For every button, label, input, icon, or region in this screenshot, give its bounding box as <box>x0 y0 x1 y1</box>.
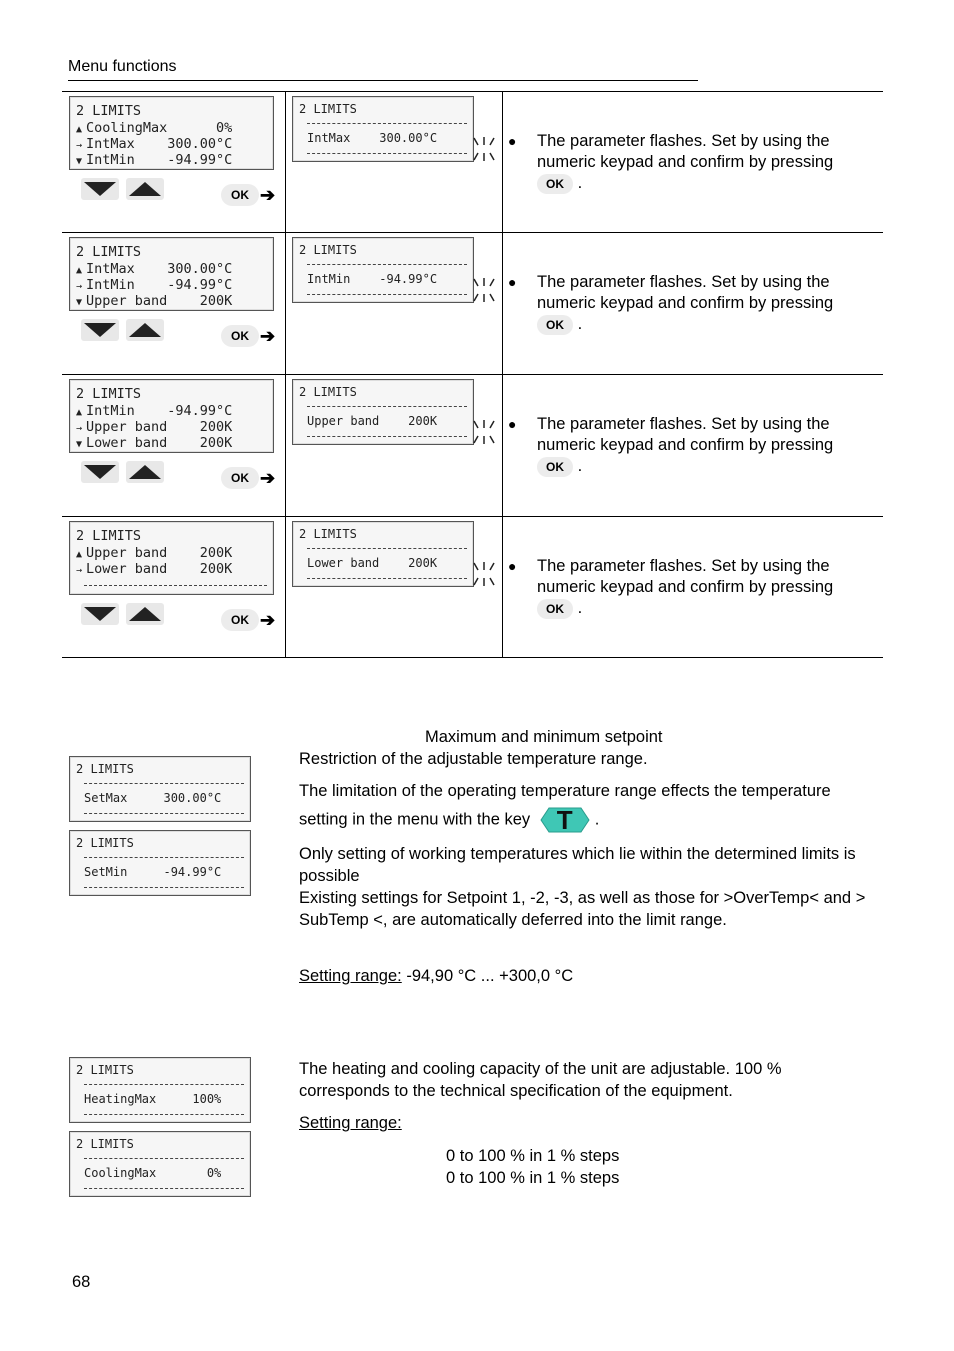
menu-marker: → <box>76 140 83 151</box>
lcd-value-line: HeatingMax 100% <box>84 1092 222 1106</box>
lcd-dash <box>307 153 467 154</box>
lcd-menu-line <box>76 293 269 311</box>
section-text: Only setting of working temperatures which lie within the determined limits is possible <box>299 845 856 885</box>
lcd-value-line: Upper band 200K <box>307 414 438 428</box>
lcd-menu-display <box>69 96 274 170</box>
flashing-icon <box>472 561 496 587</box>
lcd-setmax <box>69 756 251 822</box>
bullet-icon: ● <box>508 558 517 574</box>
lcd-dash <box>84 1084 244 1085</box>
lcd-menu-text: 2 LIMITS <box>76 244 142 260</box>
instruction-sentence: The parameter flashes. Set by using the numeric keypad and confirm by pressing <box>537 273 834 312</box>
lcd-title: 2 LIMITS <box>299 385 357 399</box>
bullet-icon: ● <box>508 416 517 432</box>
table-row-rule <box>62 516 883 517</box>
lcd-value-line: Lower band 200K <box>307 556 438 570</box>
menu-marker: ▲ <box>76 265 83 276</box>
menu-marker: ▼ <box>76 439 83 450</box>
lcd-title: 2 LIMITS <box>299 527 357 541</box>
setting-range-label: Setting range: <box>299 1114 402 1132</box>
up-button[interactable] <box>126 319 164 341</box>
triangle-up-icon <box>126 319 164 341</box>
lcd-menu-text: 2 LIMITS <box>76 103 142 119</box>
lcd-heatingmax <box>69 1057 251 1123</box>
triangle-down-icon <box>81 603 119 625</box>
section-text: The heating and cooling capacity of the unit are adjustable. 100 % corresponds to the technical specification of the equipment. <box>299 1060 782 1100</box>
arrow-right-icon: ➔ <box>260 468 276 488</box>
section-text: Restriction of the adjustable temperature range. <box>299 750 648 768</box>
table-col-rule <box>285 91 286 658</box>
lcd-menu-text: 2 LIMITS <box>76 386 142 402</box>
triangle-down-icon <box>81 319 119 341</box>
lcd-dash <box>84 1158 244 1159</box>
section-text: setting in the menu with the key <box>299 810 531 829</box>
lcd-menu-line <box>76 152 269 170</box>
instruction-text: The parameter flashes. Set by using the numeric keypad and confirm by pressing OK . <box>537 132 834 192</box>
lcd-menu-line <box>76 528 269 544</box>
lcd-title: 2 LIMITS <box>76 762 134 776</box>
lcd-coolingmax <box>69 1131 251 1197</box>
ok-button[interactable]: OK <box>221 325 259 347</box>
menu-marker: ▼ <box>76 297 83 308</box>
temperature-key-icon <box>535 806 595 834</box>
setting-range-value: 0 to 100 % in 1 % steps <box>446 1169 620 1187</box>
lcd-parameter-display <box>292 96 474 162</box>
lcd-menu-text: IntMin -94.99°C <box>86 152 233 168</box>
table-row-rule <box>62 232 883 233</box>
lcd-menu-text: Lower band 200K <box>86 435 233 451</box>
bullet-icon: ● <box>508 274 517 290</box>
lcd-dash <box>84 783 244 784</box>
lcd-parameter-display <box>292 237 474 303</box>
header-rule <box>68 80 698 81</box>
lcd-dash <box>307 578 467 579</box>
lcd-parameter-display <box>292 379 474 445</box>
instruction-sentence: The parameter flashes. Set by using the numeric keypad and confirm by pressing <box>537 132 834 171</box>
table-row-rule <box>62 374 883 375</box>
lcd-value-line: CoolingMax 0% <box>84 1166 222 1180</box>
flashing-icon <box>472 277 496 303</box>
page-number: 68 <box>72 1273 91 1291</box>
lcd-menu-text: Upper band 200K <box>86 419 233 435</box>
lcd-menu-line <box>76 244 269 260</box>
lcd-dash <box>307 436 467 437</box>
setting-range <box>299 965 573 987</box>
instruction-text: The parameter flashes. Set by using the numeric keypad and confirm by pressing OK . <box>537 557 834 617</box>
down-button[interactable] <box>81 319 119 341</box>
lcd-menu-text: IntMin -94.99°C <box>86 403 233 419</box>
menu-marker: ▲ <box>76 549 83 560</box>
ok-key-icon: OK <box>537 599 573 619</box>
lcd-dash <box>84 585 267 586</box>
table-bottom-rule <box>62 657 883 658</box>
table-top-rule <box>62 91 883 92</box>
lcd-dash <box>307 294 467 295</box>
setting-range-value: -94,90 °C ... +300,0 °C <box>401 967 574 985</box>
bullet-icon: ● <box>508 133 517 149</box>
lcd-dash <box>84 1114 244 1115</box>
lcd-title: 2 LIMITS <box>76 836 134 850</box>
section-text: Existing settings for Setpoint 1, -2, -3, as well as those for >OverTemp< and > SubTemp <, are automatically deferred into the limit range. <box>299 889 866 929</box>
lcd-menu-display <box>69 237 274 311</box>
lcd-dash <box>307 264 467 265</box>
lcd-title: 2 LIMITS <box>76 1137 134 1151</box>
lcd-dash <box>84 857 244 858</box>
arrow-right-icon: ➔ <box>260 610 276 630</box>
ok-button[interactable]: OK <box>221 184 259 206</box>
lcd-menu-text: 2 LIMITS <box>76 528 142 544</box>
menu-marker: ▼ <box>76 156 83 167</box>
lcd-value-line: SetMin -94.99°C <box>84 865 222 879</box>
section-text-with-key: setting in the menu with the key T . <box>299 805 600 835</box>
up-button[interactable] <box>126 461 164 483</box>
lcd-dash <box>307 406 467 407</box>
ok-button[interactable]: OK <box>221 609 259 631</box>
lcd-menu-text: IntMin -94.99°C <box>86 277 233 293</box>
lcd-parameter-display <box>292 521 474 587</box>
lcd-dash <box>307 123 467 124</box>
lcd-menu-text: Upper band 200K <box>86 293 233 309</box>
down-button[interactable] <box>81 178 119 200</box>
lcd-menu-display <box>69 379 274 453</box>
lcd-title: 2 LIMITS <box>76 1063 134 1077</box>
lcd-value-line: IntMin -94.99°C <box>307 272 438 286</box>
lcd-dash <box>84 813 244 814</box>
lcd-dash <box>84 887 244 888</box>
ok-key-icon: OK <box>537 457 573 477</box>
lcd-dash <box>307 548 467 549</box>
lcd-dash <box>84 1188 244 1189</box>
arrow-right-icon: ➔ <box>260 326 276 346</box>
lcd-menu-text: IntMax 300.00°C <box>86 261 233 277</box>
instruction-sentence: The parameter flashes. Set by using the numeric keypad and confirm by pressing <box>537 557 834 596</box>
lcd-menu-text: Lower band 200K <box>86 561 233 577</box>
triangle-up-icon <box>126 461 164 483</box>
instruction-text: The parameter flashes. Set by using the numeric keypad and confirm by pressing OK . <box>537 273 834 333</box>
instruction-text: The parameter flashes. Set by using the numeric keypad and confirm by pressing OK . <box>537 415 834 475</box>
menu-marker: → <box>76 423 83 434</box>
instruction-sentence: The parameter flashes. Set by using the numeric keypad and confirm by pressing <box>537 415 834 454</box>
up-button[interactable] <box>126 178 164 200</box>
menu-marker: → <box>76 281 83 292</box>
menu-marker: ▲ <box>76 407 83 418</box>
lcd-menu-line <box>76 435 269 453</box>
menu-marker: → <box>76 565 83 576</box>
arrow-right-icon: ➔ <box>260 185 276 205</box>
lcd-menu-line <box>76 561 269 579</box>
lcd-value-line: IntMax 300.00°C <box>307 131 438 145</box>
setting-range-value: 0 to 100 % in 1 % steps <box>446 1147 620 1165</box>
ok-key-icon: OK <box>537 315 573 335</box>
lcd-menu-text: Upper band 200K <box>86 545 233 561</box>
page-header-title: Menu functions <box>68 58 177 75</box>
triangle-down-icon <box>81 178 119 200</box>
ok-button[interactable]: OK <box>221 467 259 489</box>
lcd-menu-display <box>69 521 274 595</box>
lcd-value-line: SetMax 300.00°C <box>84 791 222 805</box>
lcd-menu-line <box>76 386 269 402</box>
setting-range-label: Setting range: <box>299 967 402 985</box>
triangle-down-icon <box>81 461 119 483</box>
flashing-icon <box>472 419 496 445</box>
lcd-menu-text: IntMax 300.00°C <box>86 136 233 152</box>
tkey-label: T <box>556 805 573 835</box>
section-heading: Maximum and minimum setpoint <box>425 728 663 746</box>
table-col-rule <box>502 91 503 658</box>
ok-key-icon: OK <box>537 174 573 194</box>
down-button[interactable] <box>81 461 119 483</box>
flashing-icon <box>472 136 496 162</box>
lcd-menu-line <box>76 103 269 119</box>
lcd-title: 2 LIMITS <box>299 243 357 257</box>
triangle-up-icon <box>126 603 164 625</box>
lcd-menu-text: Cooling​Max 0% <box>86 120 233 136</box>
up-button[interactable] <box>126 603 164 625</box>
triangle-up-icon <box>126 178 164 200</box>
section-text: The limitation of the operating temperature range effects the temperature <box>299 782 831 800</box>
lcd-setmin <box>69 830 251 896</box>
lcd-title: 2 LIMITS <box>299 102 357 116</box>
menu-marker: ▲ <box>76 124 83 135</box>
down-button[interactable] <box>81 603 119 625</box>
